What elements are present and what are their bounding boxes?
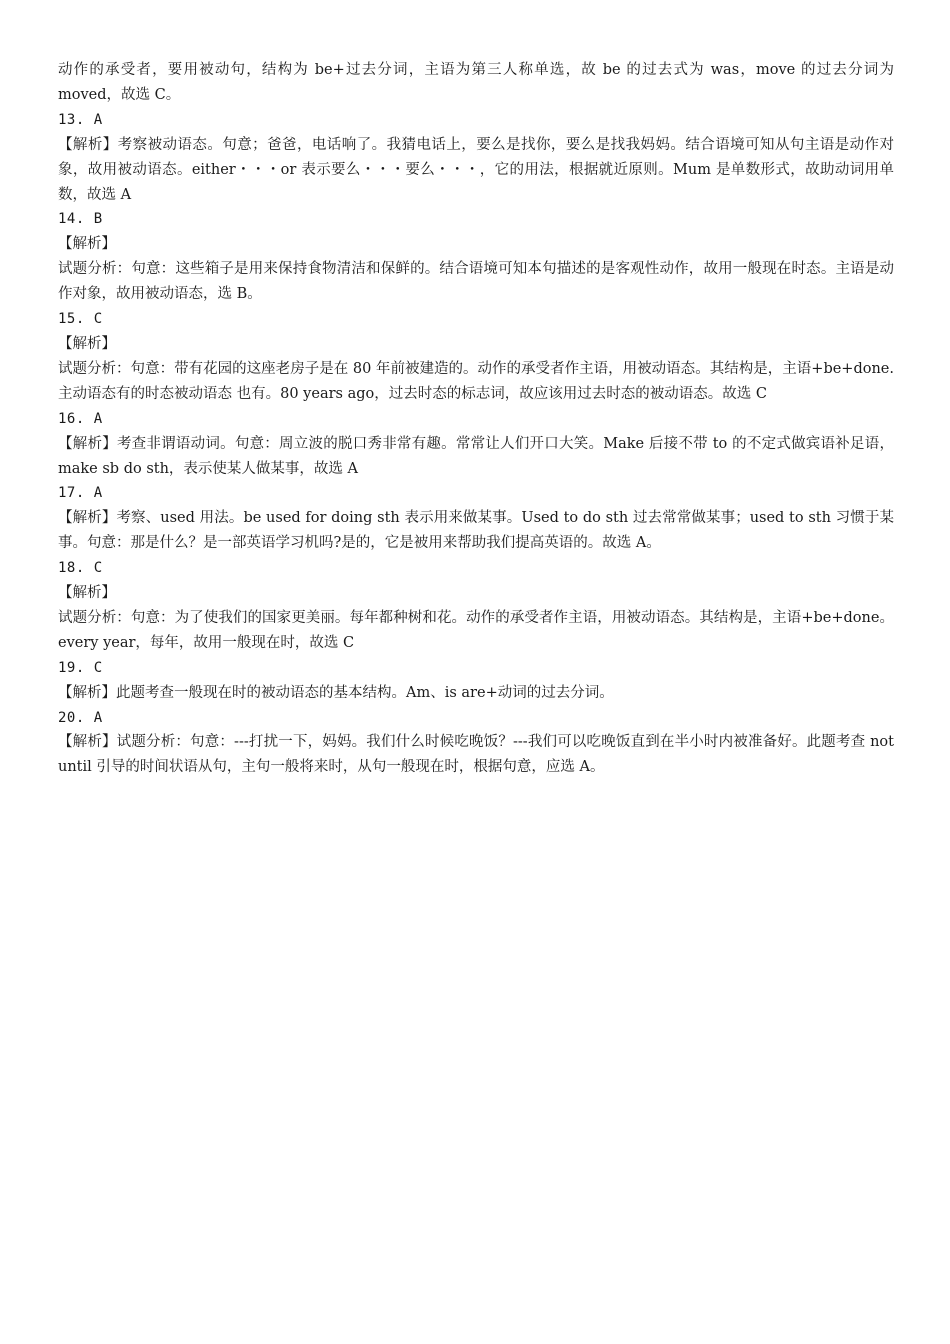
answer-19: 19. C xyxy=(58,659,103,676)
answer-16: 16. A xyxy=(58,410,103,427)
answer-explanation-19: 【解析】此题考查一般现在时的被动语态的基本结构。Am、is are+动词的过去分词。 xyxy=(58,684,614,701)
answer-13: 13. A xyxy=(58,111,103,128)
answer-explanation-12-continued: 动作的承受者，要用被动句，结构为 be+过去分词，主语为第三人称单选，故 be 的过去式为 was，move 的过去分词为 moved，故选 C。 xyxy=(58,62,894,103)
answer-explanation-17: 【解析】考察、used 用法。be used for doing sth 表示用来做某事。Used to do sth 过去常常做某事；used to sth 习惯于某事。句意：那是什么？是一部英语学习机吗?是的，它是被用来帮助我们提高英语的。故选 A。 xyxy=(58,510,894,552)
answer-14: 14. B xyxy=(58,211,103,228)
answer-explanation-18: 试题分析：句意：为了使我们的国家更美丽。每年都种树和花。动作的承受者作主语，用被动语态。其结构是，主语+be+done。every year，每年，故用一般现在时，故选 C xyxy=(58,609,894,651)
analysis-heading-18: 【解析】 xyxy=(58,585,116,602)
answer-explanation-14: 试题分析：句意：这些箱子是用来保持食物清洁和保鲜的。结合语境可知本句描述的是客观性动作，故用一般现在时态。主语是动作对象，故用被动语态，选 B。 xyxy=(58,261,894,303)
answer-explanation-15: 试题分析：句意：带有花园的这座老房子是在 80 年前被建造的。动作的承受者作主语，用被动语态。其结构是，主语+be+done.主动语态有的时态被动语态 也有。80 years ago，过去时态的标志词，故应该用过去时态的被动语态。故选 C xyxy=(58,360,894,402)
answer-18: 18. C xyxy=(58,560,103,577)
answer-17: 17. A xyxy=(58,485,103,502)
answer-explanation-16: 【解析】考查非谓语动词。句意：周立波的脱口秀非常有趣。常常让人们开口大笑。Make 后接不带 to 的不定式做宾语补足语，make sb do sth，表示使某人做某事，故选 A xyxy=(58,435,894,477)
answer-20: 20. A xyxy=(58,709,103,726)
answer-15: 15. C xyxy=(58,311,103,328)
analysis-heading-15: 【解析】 xyxy=(58,335,116,352)
answer-explanation-13: 【解析】考察被动语态。句意；爸爸，电话响了。我猜电话上，要么是找你，要么是找我妈妈。结合语境可知从句主语是动作对象，故用被动语态。either・・・or 表示要么・・・要么・・・，它的用法，根据就近原则。Mum 是单数形式，故助动词用单数，故选 A xyxy=(58,136,894,203)
document-page xyxy=(58,58,894,780)
answer-explanation-20: 【解析】试题分析：句意：---打扰一下，妈妈。我们什么时候吃晚饭？---我们可以吃晚饭直到在半小时内被准备好。此题考查 not until 引导的时间状语从句，主句一般将来时，从句一般现在时，根据句意，应选 A。 xyxy=(58,734,894,776)
analysis-heading-14: 【解析】 xyxy=(58,236,116,253)
